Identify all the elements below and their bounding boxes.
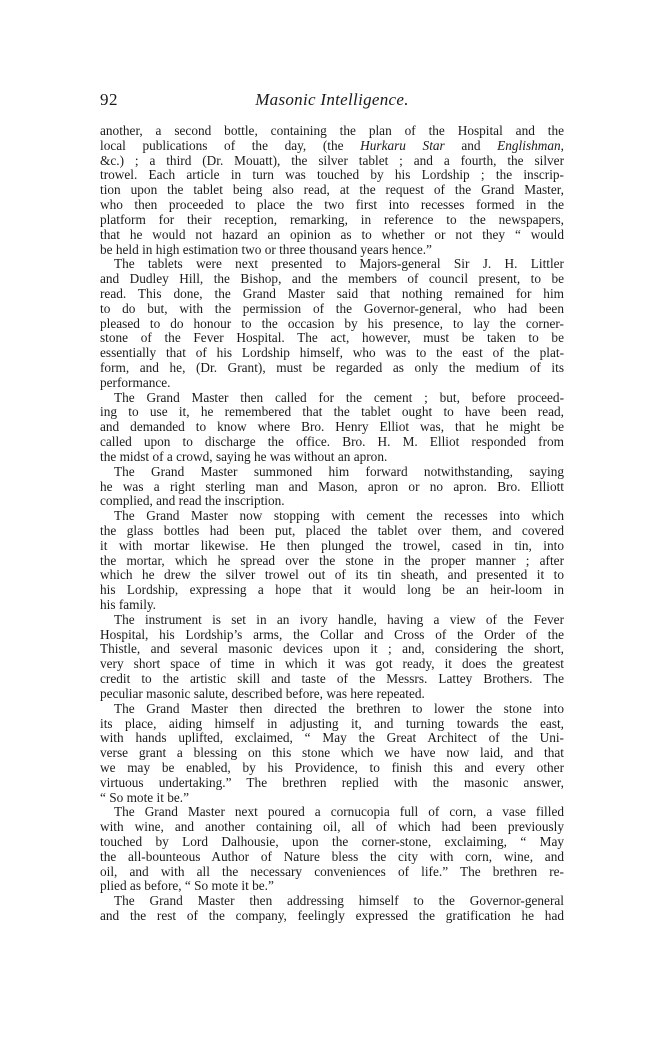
text-line: stone of the Fever Hospital. The act, however, must be taken to be — [100, 331, 564, 346]
body-text — [100, 124, 564, 924]
text-line: The Grand Master then directed the brethren to lower the stone into — [114, 701, 564, 716]
text-line: tion upon the tablet being also read, at the request of the Grand Master, — [100, 183, 564, 198]
text-line: he was a right sterling man and Mason, apron or no apron. Bro. Elliott — [100, 479, 564, 494]
text-line: The Grand Master then addressing himself to the Governor-general — [114, 894, 564, 909]
text-line: which he drew the silver trowel out of its tin sheath, and presented it to — [100, 568, 564, 583]
text-line: Thistle, and several masonic devices upon it ; and, considering the short, — [100, 642, 564, 657]
text-line: be held in high estimation two or three thousand years hence.” — [100, 242, 432, 257]
text-line: his family. — [100, 598, 157, 612]
text-line: &c.) ; a third (Dr. Mouatt), the silver tablet ; and a fourth, the silver — [100, 153, 564, 168]
text-line: the midst of a crowd, saying he was without an apron. — [100, 449, 388, 464]
text-line: the all-bounteous Author of Nature bless the city with corn, wine, and — [100, 849, 564, 864]
text-line: the mortar, which he spread over the stone in the proper manner ; after — [100, 553, 564, 568]
text-line: The Grand Master summoned him forward notwithstanding, saying — [114, 464, 564, 479]
text-line: peculiar masonic salute, described before, was here repeated. — [100, 686, 425, 701]
text-line: read. This done, the Grand Master said that nothing remained for him — [100, 286, 564, 301]
text-line: verse grant a blessing on this stone which we have now laid, and that — [100, 746, 564, 761]
text-line: local publications of the day, (the Hurkaru Star and Englishman, — [100, 138, 564, 153]
running-title: Masonic Intelligence. — [255, 90, 409, 109]
text-line: form, and he, (Dr. Grant), must be regarded as only the medium of its — [100, 361, 564, 375]
text-line: complied, and read the inscription. — [100, 494, 285, 509]
text-line: platform for their reception, remarking, in reference to the newspapers, — [100, 212, 564, 227]
text-line: who then proceeded to place the two first into recesses formed in the — [100, 198, 564, 213]
text-line: touched by Lord Dalhousie, upon the corner-stone, exclaiming, “ May — [100, 835, 564, 849]
text-line: with hands uplifted, exclaimed, “ May the Great Architect of the Uni- — [100, 731, 564, 746]
text-line: virtuous undertaking.” The brethren replied with the masonic answer, — [100, 775, 564, 790]
text-line: The Grand Master now stopping with cement the recesses into which — [114, 509, 564, 524]
text-line: performance. — [100, 375, 171, 390]
text-line: The Grand Master then called for the cement ; but, before proceed- — [114, 390, 564, 405]
text-line: The Grand Master next poured a cornucopia full of corn, a vase filled — [114, 805, 564, 820]
text-line: very short space of time in which it was got ready, it does the greatest — [100, 657, 564, 672]
text-line: called upon to discharge the office. Bro. H. M. Elliot responded from — [100, 435, 564, 450]
text-line: pleased to do honour to the occasion by his presence, to lay the corner- — [100, 316, 564, 331]
text-line: we may be enabled, by his Providence, to finish this and every other — [100, 760, 564, 775]
text-line: credit to the artistic skill and taste of the Messrs. Lattey Brothers. The — [100, 672, 564, 687]
text-line: and demanded to know where Bro. Henry Elliot was, that he might be — [100, 420, 564, 435]
text-line: Hospital, his Lordship’s arms, the Collar and Cross of the Order of the — [100, 627, 564, 642]
text-line: ing to use it, he remembered that the tablet ought to have been read, — [100, 405, 564, 420]
text-line: and Dudley Hill, the Bishop, and the members of council present, to be — [100, 272, 564, 287]
text-line: trowel. Each article in turn was touched by his Lordship ; the inscrip- — [100, 168, 564, 183]
text-line: that he would not hazard an opinion as to whether or not they “ would — [100, 227, 564, 242]
text-line: plied as before, “ So mote it be.” — [100, 879, 274, 894]
text-line: the glass bottles had been put, placed the tablet over them, and covered — [100, 523, 564, 538]
text-line: essentially that of his Lordship himself, who was to the east of the plat- — [100, 346, 564, 361]
text-line: its place, aiding himself in adjusting it, and turning towards the east, — [100, 716, 564, 731]
text-line: another, a second bottle, containing the plan of the Hospital and the — [100, 124, 564, 138]
page-header — [100, 90, 564, 114]
text-line: with wine, and another containing oil, all of which had been previously — [100, 820, 564, 835]
page-number: 92 — [100, 90, 118, 109]
text-line: and the rest of the company, feelingly expressed the gratification he had — [100, 909, 564, 924]
text-line: to do but, with the permission of the Governor-general, who had been — [100, 301, 564, 316]
text-line: his Lordship, expressing a hope that it would long be an heir-loom in — [100, 583, 564, 598]
text-line: The tablets were next presented to Majors-general Sir J. H. Littler — [114, 257, 564, 272]
text-line: it with mortar likewise. He then plunged the trowel, cased in tin, into — [100, 538, 564, 553]
text-line: The instrument is set in an ivory handle, having a view of the Fever — [114, 612, 564, 627]
text-line: oil, and with all the necessary conveniences of life.” The brethren re- — [100, 864, 564, 879]
text-line: “ So mote it be.” — [100, 790, 189, 805]
